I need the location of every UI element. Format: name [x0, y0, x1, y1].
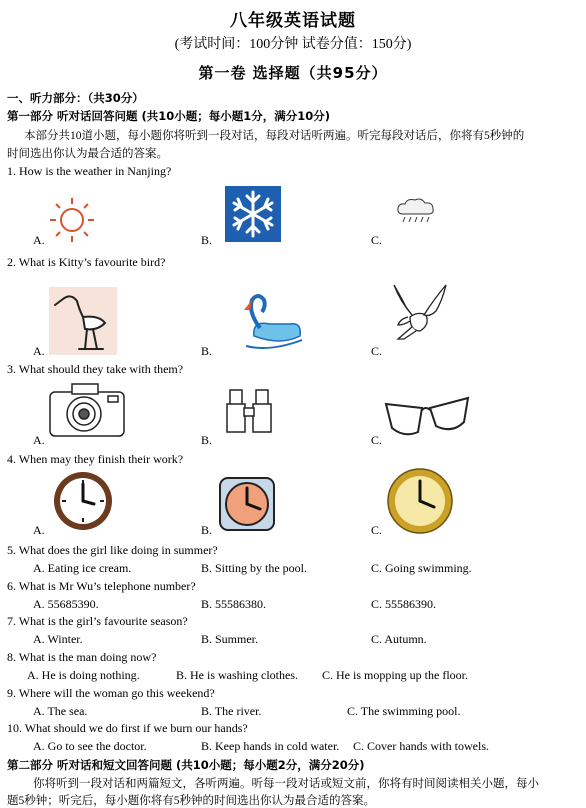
option-5a: A. Eating ice cream. — [33, 561, 132, 575]
option-9b: B. The river. — [201, 704, 262, 718]
option-8c: C. He is mopping up the floor. — [322, 668, 468, 682]
option-9c: C. The swimming pool. — [347, 704, 461, 718]
option-1a: A. — [33, 233, 45, 247]
part2-instructions-cont: 题5秒钟；听完后，每小题你将有5秒钟的时间选出你认为最合适的答案。 — [7, 795, 375, 807]
option-10c: C. Cover hands with towels. — [353, 739, 489, 753]
question-4: 4. When may they finish their work? — [7, 452, 184, 466]
question-6: 6. What is Mr Wu’s telephone number? — [7, 579, 196, 593]
option-2a: A. — [33, 344, 45, 358]
volume-heading: 第一卷 选择题（共95分） — [198, 64, 388, 82]
question-7: 7. What is the girl’s favourite season? — [7, 614, 188, 628]
page-title: 八年级英语试题 — [230, 11, 356, 31]
option-6c: C. 55586390. — [371, 597, 437, 611]
listening-heading: 一、听力部分：（共30分） — [7, 91, 144, 105]
option-9a: A. The sea. — [33, 704, 88, 718]
clock-icon — [218, 476, 276, 532]
option-1c: C. — [371, 233, 383, 247]
option-7c: C. Autumn. — [371, 632, 427, 646]
option-10b: B. Keep hands in cold water. — [201, 739, 340, 753]
glasses-icon — [382, 394, 472, 440]
option-6b: B. 55586380. — [201, 597, 267, 611]
option-5c: C. Going swimming. — [371, 561, 472, 575]
binoculars-icon — [224, 386, 274, 436]
option-3c: C. — [371, 433, 383, 447]
option-4a: A. — [33, 523, 45, 537]
option-4b: B. — [201, 523, 213, 537]
part1-instructions: 本部分共10道小题，每小题你将听到一段对话，每段对话听两遍。听完每段对话后，你将有5秒钟的 — [24, 130, 525, 142]
snowflake-icon — [225, 186, 281, 242]
clock-icon — [50, 470, 116, 532]
option-5b: B. Sitting by the pool. — [201, 561, 308, 575]
part2-instructions: 你将听到一段对话和两篇短文，各听两遍。听每一段对话或短文前，你将有时间阅读相关小题，每小 — [33, 778, 539, 790]
question-3: 3. What should they take with them? — [7, 362, 184, 376]
swan-icon — [240, 290, 306, 354]
crane-icon — [49, 287, 117, 355]
clock-icon — [386, 467, 454, 535]
option-10a: A. Go to see the doctor. — [33, 739, 147, 753]
option-7a: A. Winter. — [33, 632, 83, 646]
option-1b: B. — [201, 233, 213, 247]
part1-heading: 第一部分 听对话回答问题 (共10小题；每小题1分，满分10分) — [7, 109, 331, 123]
question-1: 1. How is the weather in Nanjing? — [7, 164, 172, 178]
option-2c: C. — [371, 344, 383, 358]
question-5: 5. What does the girl like doing in summer? — [7, 543, 218, 557]
option-8b: B. He is washing clothes. — [176, 668, 298, 682]
camera-icon — [46, 378, 128, 440]
question-9: 9. Where will the woman go this weekend? — [7, 686, 215, 700]
option-7b: B. Summer. — [201, 632, 259, 646]
option-2b: B. — [201, 344, 213, 358]
part2-heading: 第二部分 听对话和短文回答问题 (共10小题；每小题2分，满分20分) — [7, 758, 365, 772]
question-2: 2. What is Kitty’s favourite bird? — [7, 255, 166, 269]
exam-info: (考试时间：100分钟 试卷分值：150分) — [174, 37, 412, 52]
rain-cloud-icon — [395, 198, 437, 224]
option-3a: A. — [33, 433, 45, 447]
option-4c: C. — [371, 523, 383, 537]
option-3b: B. — [201, 433, 213, 447]
option-6a: A. 55685390. — [33, 597, 99, 611]
sun-icon — [48, 196, 96, 244]
option-8a: A. He is doing nothing. — [27, 668, 140, 682]
part1-instructions-cont: 时间选出你认为最合适的答案。 — [7, 148, 168, 160]
question-8: 8. What is the man doing now? — [7, 650, 157, 664]
eagle-icon — [390, 281, 448, 345]
question-10: 10. What should we do first if we burn our hands? — [7, 721, 248, 735]
